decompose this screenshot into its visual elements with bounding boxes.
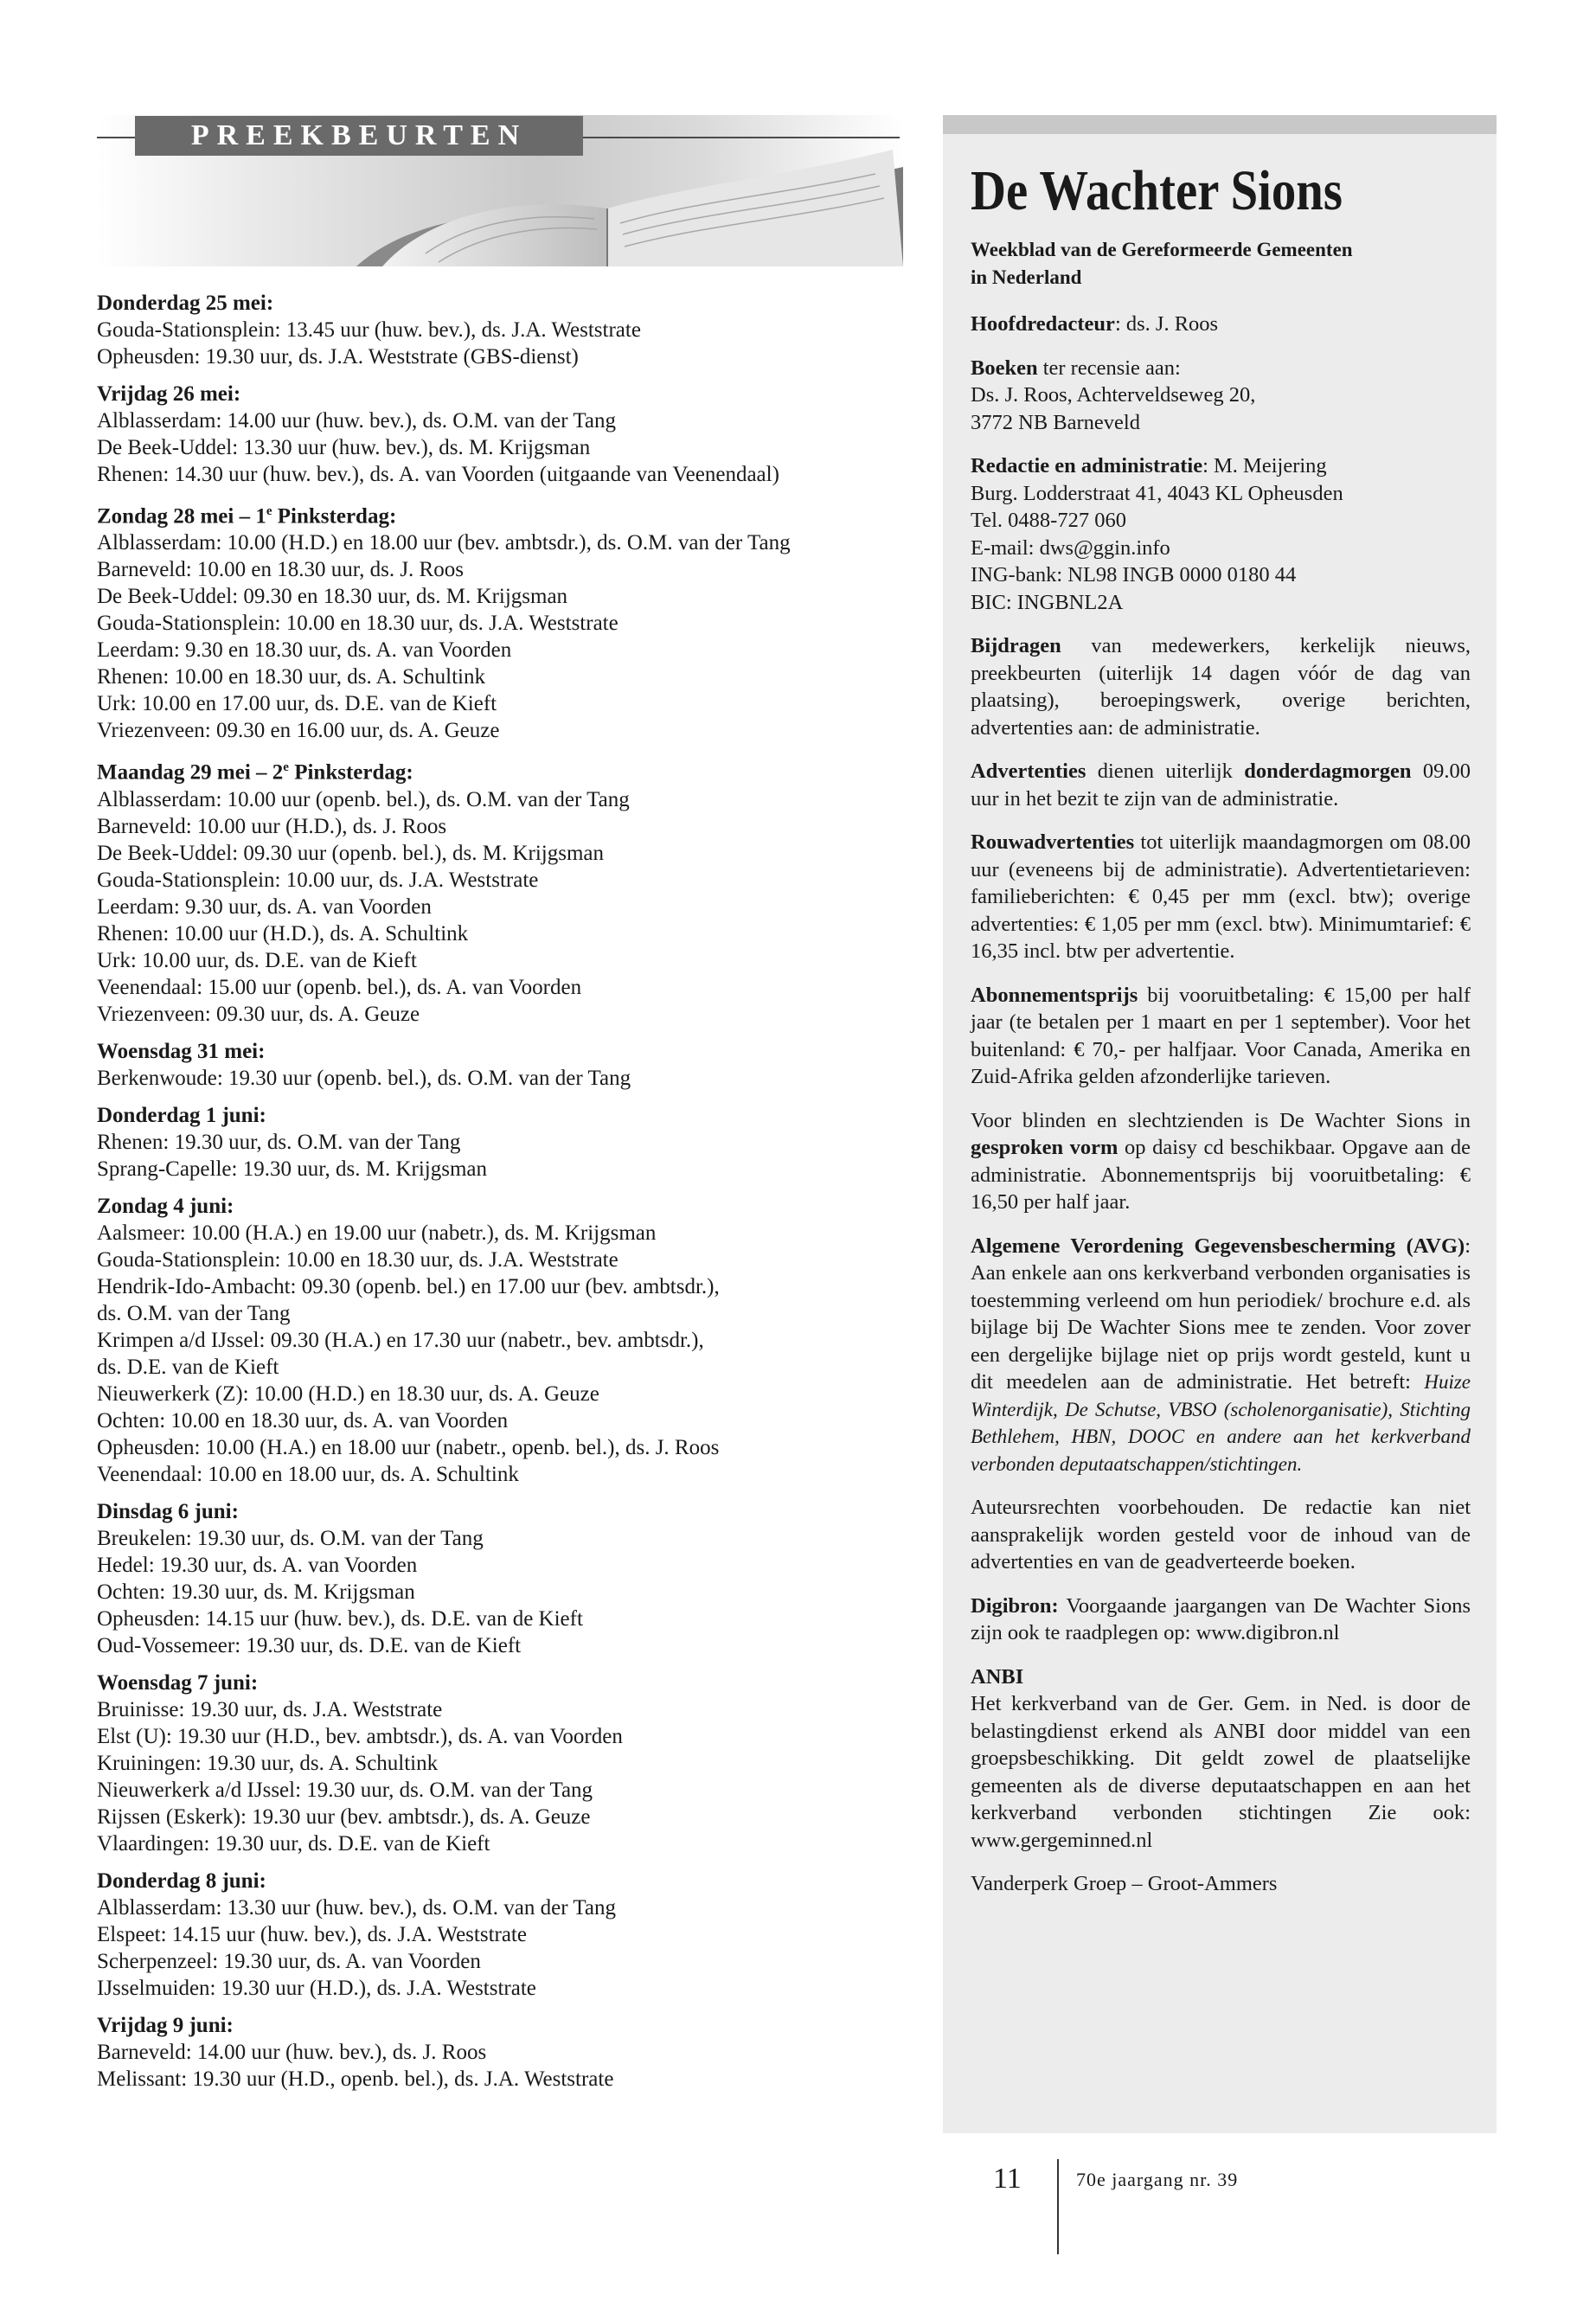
value: van medewerkers, kerkelijk nieuws, preekbeurten (uiterlijk 14 dagen vóór de dag van plaatsing), beroepingswerk, overige berichten, advertenties aan: de administratie. (971, 634, 1471, 740)
day-block (97, 1670, 906, 1857)
service-entry: De Beek-Uddel: 09.30 uur (openb. bel.), ds. M. Krijgsman (97, 841, 604, 865)
label: Advertenties (971, 760, 1086, 783)
label: Hoofdredacteur (971, 312, 1115, 336)
day-block (97, 498, 906, 744)
service-entry: Hendrik-Ido-Ambacht: 09.30 (openb. bel.) en 17.00 uur (bev. ambtsdr.), (97, 1274, 720, 1298)
service-entry: Alblasserdam: 10.00 uur (openb. bel.), ds. O.M. van der Tang (97, 787, 630, 811)
day-title (97, 754, 906, 785)
administration-block (971, 452, 1471, 616)
day-block (97, 1038, 906, 1092)
day-title: Zondag 4 juni: (97, 1194, 234, 1218)
day-block (97, 1498, 906, 1659)
value: bij vooruitbetaling: € 15,00 per half jaar (te betalen per 1 maart en per 1 september). Voor het buitenland: € 70,- per halfjaar. Voor Canada, Amerika en Zuid-Afrika gelden afzonderlijke tarieven. (971, 983, 1471, 1088)
section-title: PREEKBEURTEN (190, 119, 528, 151)
service-entry: Rijssen (Eskerk): 19.30 uur (bev. ambtsdr.), ds. A. Geuze (97, 1804, 591, 1829)
service-entry: Veenendaal: 15.00 uur (openb. bel.), ds. A. van Voorden (97, 975, 582, 999)
service-entry: Ochten: 10.00 en 18.30 uur, ds. A. van Voorden (97, 1408, 509, 1433)
day-block (97, 754, 906, 1027)
bic-line: BIC: INGBNL2A (971, 590, 1124, 614)
label: Abonnementsprijs (971, 983, 1138, 1007)
deadline: donderdagmorgen (1244, 760, 1412, 783)
service-entry: Barneveld: 10.00 en 18.30 uur, ds. J. Roos (97, 558, 464, 582)
service-entry: Rhenen: 10.00 uur (H.D.), ds. A. Schultink (97, 921, 469, 945)
label: ANBI (971, 1664, 1024, 1689)
organisation-list: Huize Winterdijk, De Schutse, VBSO (scholenorganisatie), Stichting Bethlehem, HBN, DOOC en andere aan het kerkverband verbonden deputaatschappen/stichtingen. (971, 1371, 1471, 1475)
editor-block (971, 311, 1471, 338)
service-entry: Vlaardingen: 19.30 uur, ds. D.E. van de Kieft (97, 1831, 490, 1856)
service-entry: Oud-Vossemeer: 19.30 uur, ds. D.E. van de Kieft (97, 1633, 522, 1657)
audio-edition-block (971, 1107, 1471, 1216)
day-title: Donderdag 25 mei: (97, 292, 274, 315)
service-entry: Elst (U): 19.30 uur (H.D., bev. ambtsdr.), ds. A. van Voorden (97, 1724, 623, 1748)
service-entry: Bruinisse: 19.30 uur, ds. J.A. Weststrate (97, 1697, 443, 1721)
privacy-block (971, 1233, 1471, 1478)
day-title: Vrijdag 26 mei: (97, 382, 241, 406)
day-block (97, 2012, 906, 2093)
service-entry: Breukelen: 19.30 uur, ds. O.M. van der Tang (97, 1526, 484, 1550)
copyright-block (971, 1494, 1471, 1576)
value: : ds. J. Roos (1114, 312, 1219, 336)
service-entry: Hedel: 19.30 uur, ds. A. van Voorden (97, 1553, 418, 1577)
day-title: Donderdag 8 juni: (97, 1868, 266, 1893)
label: Algemene Verordening Gegevensbescherming (AVG) (971, 1234, 1465, 1258)
advertisements-block (971, 758, 1471, 812)
subscription-block (971, 982, 1471, 1091)
label: Boeken (971, 356, 1038, 380)
service-entry: Gouda-Stationsplein: 13.45 uur (huw. bev.), ds. J.A. Weststrate (97, 318, 641, 342)
mourning-ads-block (971, 829, 1471, 965)
value: ter recensie aan: (1037, 356, 1181, 380)
page-number: 11 (993, 2163, 1022, 2195)
day-block (97, 1102, 906, 1183)
service-entry: De Beek-Uddel: 09.30 en 18.30 uur, ds. M. Krijgsman (97, 585, 568, 609)
anbi-block (971, 1663, 1471, 1855)
email-line: E-mail: dws@ggin.info (971, 535, 1170, 560)
day-title: Woensdag 7 juni: (97, 1670, 259, 1695)
service-entry: Opheusden: 10.00 (H.A.) en 18.00 uur (nabetr., openb. bel.), ds. J. Roos (97, 1435, 720, 1459)
preekbeurten-schedule (97, 290, 906, 2103)
day-title (97, 498, 906, 529)
value: Voorgaande jaargangen van De Wachter Sions zijn ook te raadplegen op: www.digibron.nl (971, 1593, 1471, 1644)
colophon-panel (943, 115, 1497, 2133)
service-entry: Aalsmeer: 10.00 (H.A.) en 19.00 uur (nabetr.), ds. M. Krijgsman (97, 1221, 657, 1245)
day-title-text: Pinksterdag: (272, 504, 397, 529)
books-block (971, 355, 1471, 437)
service-entry: Sprang-Capelle: 19.30 uur, ds. M. Krijgsman (97, 1157, 488, 1181)
service-entry: Leerdam: 9.30 en 18.30 uur, ds. A. van Voorden (97, 638, 512, 663)
service-entry: Nieuwerkerk (Z): 10.00 (H.D.) en 18.30 uur, ds. A. Geuze (97, 1381, 599, 1406)
service-entry: IJsselmuiden: 19.30 uur (H.D.), ds. J.A. Weststrate (97, 1976, 536, 2000)
service-entry: Berkenwoude: 19.30 uur (openb. bel.), ds. O.M. van der Tang (97, 1066, 631, 1090)
value: op daisy cd beschikbaar. Opgave aan de administratie. Abonnementsprijs bij vooruitbetaling: € 16,50 per half jaar. (971, 1136, 1471, 1214)
service-entry: Vriezenveen: 09.30 uur, ds. A. Geuze (97, 1002, 420, 1026)
day-block (97, 1193, 906, 1488)
service-entry: Opheusden: 19.30 uur, ds. J.A. Weststrate (GBS-dienst) (97, 345, 579, 369)
phone-line: Tel. 0488-727 060 (971, 509, 1126, 532)
day-title: Woensdag 31 mei: (97, 1039, 266, 1063)
service-entry: Barneveld: 14.00 uur (huw. bev.), ds. J. Roos (97, 2040, 487, 2064)
service-entry: Barneveld: 10.00 uur (H.D.), ds. J. Roos (97, 814, 447, 838)
service-entry: Opheusden: 14.15 uur (huw. bev.), ds. D.E. van de Kieft (97, 1606, 583, 1631)
service-entry: Melissant: 19.30 uur (H.D., openb. bel.), ds. J.A. Weststrate (97, 2067, 614, 2091)
service-entry: Rhenen: 10.00 en 18.30 uur, ds. A. Schultink (97, 665, 485, 689)
service-entry: Rhenen: 19.30 uur, ds. O.M. van der Tang (97, 1130, 461, 1154)
service-entry: Leerdam: 9.30 uur, ds. A. van Voorden (97, 894, 432, 919)
service-entry: De Beek-Uddel: 13.30 uur (huw. bev.), ds. M. Krijgsman (97, 436, 591, 459)
bank-line: ING-bank: NL98 INGB 0000 0180 44 (971, 563, 1297, 586)
service-entry: Alblasserdam: 13.30 uur (huw. bev.), ds. O.M. van der Tang (97, 1895, 616, 1920)
label: gesproken vorm (971, 1136, 1118, 1159)
magazine-subtitle (971, 236, 1471, 292)
value: Voor blinden en slechtzienden is De Wachter Sions in (971, 1108, 1471, 1132)
service-entry: Kruiningen: 19.30 uur, ds. A. Schultink (97, 1751, 439, 1775)
day-title-sup: e (283, 760, 289, 775)
service-entry: Veenendaal: 10.00 en 18.00 uur, ds. A. Schultink (97, 1462, 519, 1486)
magazine-title: De Wachter Sions (971, 159, 1343, 222)
label: Digibron: (971, 1593, 1059, 1618)
address-line: 3772 NB Barneveld (971, 410, 1140, 434)
service-entry: Alblasserdam: 10.00 (H.D.) en 18.00 uur (bev. ambtsdr.), ds. O.M. van der Tang (97, 531, 791, 555)
issue-info: 70e jaargang nr. 39 (1076, 2169, 1239, 2190)
label: Redactie en administratie (971, 454, 1203, 478)
service-entry: Vriezenveen: 09.30 en 16.00 uur, ds. A. Geuze (97, 719, 500, 743)
footer-divider (1057, 2159, 1059, 2254)
service-entry: ds. O.M. van der Tang (97, 1301, 291, 1325)
day-title: Vrijdag 9 juni: (97, 2013, 234, 2037)
value: tot uiterlijk maandagmorgen om 08.00 uur (eveneens bij de administratie). Advertentietarieven: familieberichten: € 0,45 per mm (excl. btw); overige advertenties: € 1,05 per mm (excl. btw). Minimumtarief: € 16,35 incl. btw per advertentie. (971, 830, 1471, 963)
value: dienen uiterlijk (1086, 760, 1245, 783)
service-entry: Alblasserdam: 14.00 uur (huw. bev.), ds. O.M. van der Tang (97, 409, 616, 433)
subtitle-line: in Nederland (971, 266, 1082, 288)
service-entry: Gouda-Stationsplein: 10.00 en 18.30 uur, ds. J.A. Weststrate (97, 612, 619, 636)
service-entry: Nieuwerkerk a/d IJssel: 19.30 uur, ds. O.M. van der Tang (97, 1778, 593, 1802)
day-title-text: Zondag 28 mei – 1 (97, 504, 266, 529)
day-block (97, 381, 906, 488)
day-block (97, 1868, 906, 2002)
service-entry: Krimpen a/d IJssel: 09.30 (H.A.) en 17.30 uur (nabetr., bev. ambtsdr.), (97, 1328, 704, 1352)
value: Het kerkverband van de Ger. Gem. in Ned. is door de belastingdienst erkend als ANBI door middel van een groepsbeschikking. Dit geldt zowel de plaatselijke gemeenten als de diverse deputaatschappen en aan het kerkverband verbonden stichtingen Zie ook: www.gergeminned.nl (971, 1692, 1471, 1852)
value: : M. Meijering (1202, 454, 1327, 478)
day-title-sup: e (266, 504, 272, 518)
day-block (97, 290, 906, 370)
digibron-block (971, 1593, 1471, 1647)
service-entry: Rhenen: 14.30 uur (huw. bev.), ds. A. van Voorden (uitgaande van Veenendaal) (97, 463, 779, 486)
label: Rouwadvertenties (971, 830, 1135, 854)
service-entry: Ochten: 19.30 uur, ds. M. Krijgsman (97, 1580, 415, 1604)
printer-name: Vanderperk Groep – Groot-Ammers (971, 1872, 1278, 1895)
contributions-block (971, 632, 1471, 741)
subtitle-line: Weekblad van de Gereformeerde Gemeenten (971, 239, 1353, 260)
day-title-text: Maandag 29 mei – 2 (97, 760, 284, 785)
day-title-text: Pinksterdag: (288, 760, 413, 785)
day-title: Donderdag 1 juni: (97, 1103, 266, 1127)
service-entry: Gouda-Stationsplein: 10.00 en 18.30 uur, ds. J.A. Weststrate (97, 1247, 619, 1272)
address-line: Ds. J. Roos, Achterveldseweg 20, (971, 383, 1256, 407)
value: Auteursrechten voorbehouden. De redactie kan niet aansprakelijk worden gesteld voor de inhoud van de advertenties en van de geadverteerde boeken. (971, 1496, 1471, 1574)
service-entry: Urk: 10.00 en 17.00 uur, ds. D.E. van de Kieft (97, 692, 497, 716)
printer-block (971, 1870, 1471, 1898)
section-title-tab (135, 116, 583, 156)
label: Bijdragen (971, 634, 1061, 657)
address-line: Burg. Lodderstraat 41, 4043 KL Opheusden (971, 481, 1343, 505)
service-entry: Scherpenzeel: 19.30 uur, ds. A. van Voorden (97, 1949, 481, 1973)
service-entry: Elspeet: 14.15 uur (huw. bev.), ds. J.A. Weststrate (97, 1922, 527, 1946)
service-entry: Gouda-Stationsplein: 10.00 uur, ds. J.A. Weststrate (97, 868, 539, 892)
day-title: Dinsdag 6 juni: (97, 1499, 239, 1523)
service-entry: ds. D.E. van de Kieft (97, 1355, 279, 1379)
service-entry: Urk: 10.00 uur, ds. D.E. van de Kieft (97, 948, 417, 972)
value: : Aan enkele aan ons kerkverband verbonden organisaties is toestemming verleend om hun periodiek/ brochure e.d. als bijlage bij De Wachter Sions mee te zenden. Voor zover een dergelijke bijlage niet op prijs wordt gesteld, kunt u dit meedelen aan de administratie. Het betreft: (971, 1234, 1471, 1394)
value: 09.00 uur in het bezit te zijn van de administratie. (971, 760, 1471, 811)
